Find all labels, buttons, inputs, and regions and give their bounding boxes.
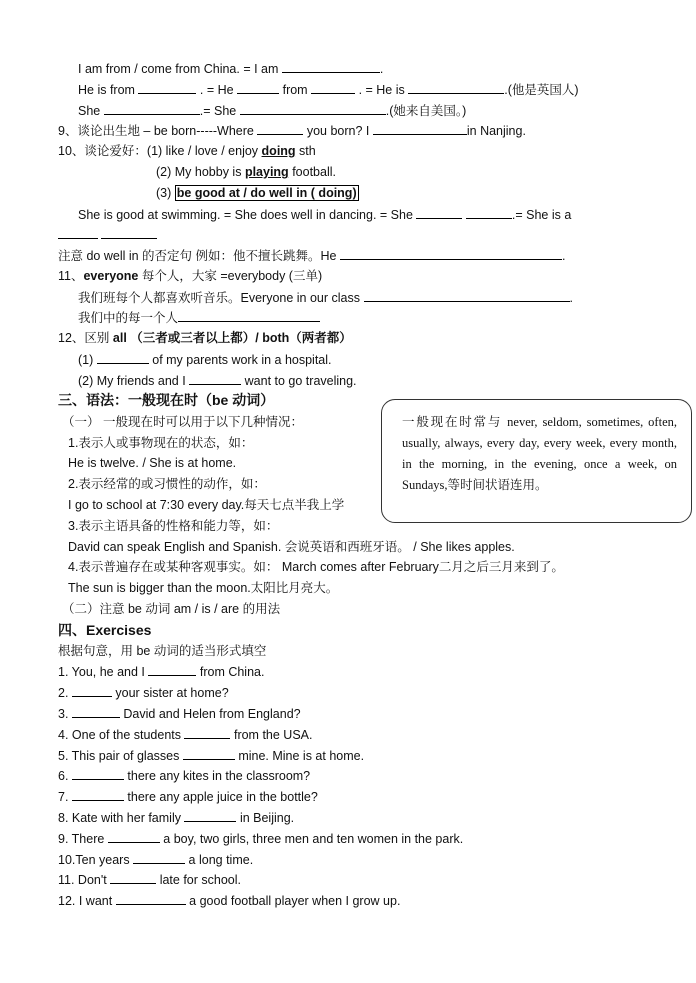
text: .= She is a xyxy=(511,208,572,222)
answer-blank[interactable] xyxy=(72,767,124,780)
keyword: everyone xyxy=(83,269,139,283)
text: 3. xyxy=(58,707,69,721)
boxed-phrase: be good at / do well in ( doing) xyxy=(176,186,357,200)
answer-blank[interactable] xyxy=(237,81,279,94)
text: 8. Kate with her family xyxy=(58,811,181,825)
answer-blank[interactable] xyxy=(178,309,320,322)
text: 注意 do well in 的否定句 例如：他不擅长跳舞。He xyxy=(58,249,337,263)
instructions: 根据句意，用 be 动词的适当形式填空 xyxy=(58,644,267,658)
text-line xyxy=(58,268,322,284)
answer-blank[interactable] xyxy=(110,871,156,884)
text-line xyxy=(78,351,332,368)
answer-blank[interactable] xyxy=(184,809,236,822)
text: from China. xyxy=(199,665,265,679)
answer-blank[interactable] xyxy=(189,372,241,385)
text-line: 我们班每个人都喜欢听音乐。Everyone in our class . xyxy=(78,291,573,305)
text: of my parents work in a hospital. xyxy=(152,353,332,367)
section-heading-exercises: 四、Exercises xyxy=(58,622,152,638)
text: sth xyxy=(299,144,316,158)
text: in Nanjing. xyxy=(466,124,526,138)
text-line xyxy=(78,372,357,389)
text: a long time. xyxy=(188,853,254,867)
text: 1. You, he and I xyxy=(58,665,145,679)
text: you born? I xyxy=(306,124,370,138)
answer-blank[interactable] xyxy=(133,851,185,864)
answer-blank[interactable] xyxy=(364,289,570,302)
exercise-item xyxy=(58,871,241,888)
text: 5. This pair of glasses xyxy=(58,749,180,763)
text: late for school. xyxy=(159,873,241,887)
text-line xyxy=(156,164,336,180)
subheading: （二）注意 be 动词 am / is / are 的用法 xyxy=(62,602,281,616)
text-line xyxy=(156,185,359,201)
exercise-item xyxy=(58,892,400,909)
answer-blank[interactable] xyxy=(416,206,462,219)
text-line: 2.表示经常的或习惯性的动作，如： xyxy=(68,477,266,491)
answer-blank[interactable] xyxy=(108,830,160,843)
tip-callout-box xyxy=(381,399,692,523)
text: a good football player when I grow up. xyxy=(189,894,401,908)
text: She xyxy=(78,104,101,118)
text-line xyxy=(58,330,352,346)
text-line: 3.表示主语具备的性格和能力等，如： xyxy=(68,519,279,533)
answer-blank[interactable] xyxy=(408,81,504,94)
text-line: 注意 do well in 的否定句 例如：他不擅长跳舞。He . xyxy=(58,249,566,263)
text: I am from / come from China. = I am xyxy=(78,62,279,76)
exercise-item xyxy=(58,767,310,784)
text: from xyxy=(282,83,308,97)
exercise-item xyxy=(58,747,364,764)
text: a boy, two girls, three men and ten women in the park. xyxy=(163,832,464,846)
subheading: （一） 一般现在时可以用于以下几种情况： xyxy=(62,415,303,429)
text-line xyxy=(58,143,316,159)
emphasis-word: doing xyxy=(261,144,296,158)
exercise-item xyxy=(58,684,229,701)
answer-blank[interactable] xyxy=(311,81,355,94)
text: 9、谈论出生地 – be born-----Where xyxy=(58,124,254,138)
text-line: 1.表示人或事物现在的状态，如： xyxy=(68,436,254,450)
text-line xyxy=(78,309,320,326)
exercise-item xyxy=(58,830,463,847)
answer-blank[interactable] xyxy=(257,122,303,135)
text-line xyxy=(58,122,526,139)
answer-blank[interactable] xyxy=(183,747,235,760)
answer-blank[interactable] xyxy=(116,892,186,905)
answer-blank[interactable] xyxy=(101,226,157,239)
exercise-item xyxy=(58,663,264,680)
text-line xyxy=(78,102,466,119)
text: 6. xyxy=(58,769,69,783)
text: 9. There xyxy=(58,832,105,846)
exercise-item xyxy=(58,809,294,826)
text: She is good at swimming. = She does well in dancing. = She xyxy=(78,208,413,222)
text: want to go traveling. xyxy=(244,374,357,388)
answer-blank[interactable] xyxy=(240,102,386,115)
text-line xyxy=(78,206,571,223)
text: football. xyxy=(292,165,336,179)
text: 12、区别 xyxy=(58,331,110,345)
text: (3) xyxy=(156,186,172,200)
answer-blank[interactable] xyxy=(138,81,196,94)
text: . = He is xyxy=(358,83,405,97)
exercise-item xyxy=(58,788,318,805)
answer-blank[interactable] xyxy=(184,726,230,739)
text: 我们中的每一个人 xyxy=(78,311,179,325)
text: . = He xyxy=(199,83,234,97)
answer-blank[interactable] xyxy=(97,351,149,364)
exercise-item xyxy=(58,705,301,722)
answer-blank[interactable] xyxy=(72,705,120,718)
example-line: He is twelve. / She is at home. xyxy=(68,456,237,470)
example-line: David can speak English and Spanish. 会说英语和西班牙语。 / She likes apples. xyxy=(68,540,515,554)
text: (2) My friends and I xyxy=(78,374,186,388)
text: 我们班每个人都喜欢听音乐。Everyone in our class xyxy=(78,291,361,305)
text-line: I am from / come from China. = I am . xyxy=(78,62,384,76)
exercise-item xyxy=(58,726,312,743)
text: (1) xyxy=(78,353,94,367)
text: 12. I want xyxy=(58,894,113,908)
text: 7. xyxy=(58,790,69,804)
text: 2. xyxy=(58,686,69,700)
answer-blank[interactable] xyxy=(58,226,98,239)
text-line xyxy=(78,81,579,98)
text: 每个人，大家 =everybody (三单) xyxy=(141,269,323,283)
answer-blank[interactable] xyxy=(340,247,562,260)
answer-blank[interactable] xyxy=(72,788,124,801)
text: 11. Don't xyxy=(58,873,107,887)
text: .(她来自美国。) xyxy=(385,104,467,118)
text-line xyxy=(58,226,157,243)
text: your sister at home? xyxy=(115,686,229,700)
answer-blank[interactable] xyxy=(148,663,196,676)
text: .(他是英国人) xyxy=(504,83,579,97)
text: 11、 xyxy=(58,269,84,283)
answer-blank[interactable] xyxy=(104,102,200,115)
answer-blank[interactable] xyxy=(466,206,512,219)
text: 4. One of the students xyxy=(58,728,181,742)
callout-text: 一般现在时常与 never, seldom, sometimes, often, usually, always, every day, every week, every month, in the morning, in the evening, once a week, on Sundays,等时间状语连用。 xyxy=(402,415,677,492)
text: there any apple juice in the bottle? xyxy=(127,790,318,804)
emphasis-word: playing xyxy=(244,165,289,179)
text: 10.Ten years xyxy=(58,853,130,867)
text: from the USA. xyxy=(233,728,313,742)
text: .= She xyxy=(199,104,237,118)
text: in Beijing. xyxy=(239,811,295,825)
text: (2) My hobby is xyxy=(156,165,242,179)
text: David and Helen from England? xyxy=(123,707,301,721)
exercise-item xyxy=(58,851,253,868)
answer-blank[interactable] xyxy=(373,122,467,135)
text: 10、谈论爱好：(1) like / love / enjoy xyxy=(58,144,259,158)
example-line: The sun is bigger than the moon.太阳比月亮大。 xyxy=(68,581,339,595)
text: mine. Mine is at home. xyxy=(238,749,365,763)
text-line: 4.表示普遍存在或某种客观事实。如： March comes after February二月之后三月来到了。 xyxy=(68,560,564,574)
text: He is from xyxy=(78,83,135,97)
answer-blank[interactable] xyxy=(72,684,112,697)
example-line: I go to school at 7:30 every day.每天七点半我上学 xyxy=(68,498,345,512)
text: there any kites in the classroom? xyxy=(127,769,311,783)
answer-blank[interactable] xyxy=(282,60,380,73)
section-heading-grammar: 三、语法：一般现在时（be 动词） xyxy=(58,392,275,408)
keyword: all （三者或三者以上都）/ both（两者都） xyxy=(112,331,352,345)
